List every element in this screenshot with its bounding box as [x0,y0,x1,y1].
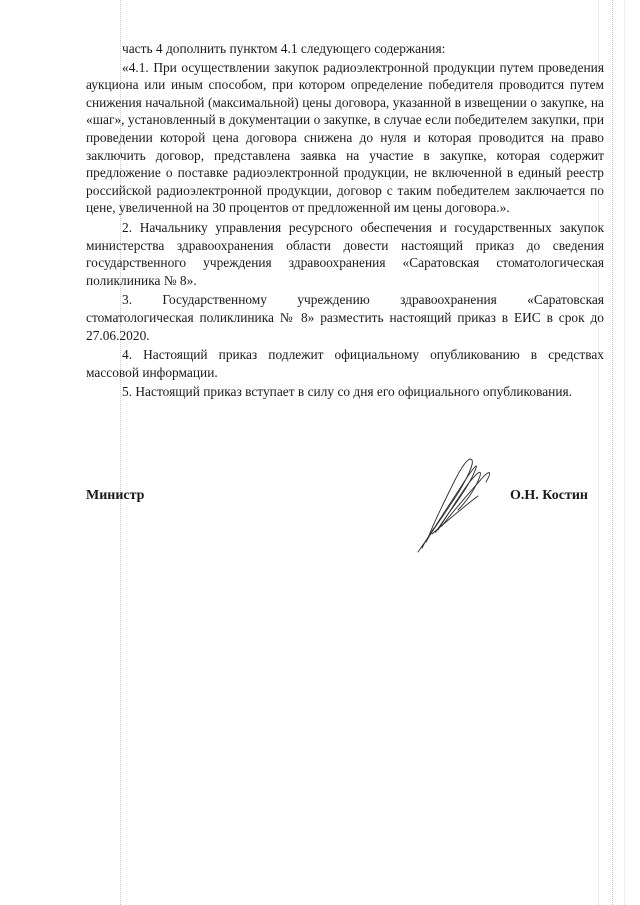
paragraph-intro: часть 4 дополнить пунктом 4.1 следующего содержания: [122,41,446,56]
paragraph-clause-4-1: «4.1. При осуществлении закупок радиоэлектронной продукции путем проведения аукциона или иным способом, при котором определение победителя проводится путем снижения начальной (максимальной) цены договора, указанной в извещении о закупке, на «шаг», установленный в документации о закупке, в случае если победителем закупки, при проведении которой цена договора снижена до нуля и которая проводится на право заключить договор, представлена заявка на участие в закупке, которая содержит предложение о поставке радиоэлектронной продукции, не включенной в единый реестр российской радиоэлектронной продукции, договор с таким победителем заключается по цене, увеличенной на 30 процентов от предложенной им цены договора.». [86,59,604,216]
handwritten-signature [412,452,502,557]
scan-artifact-line [612,0,613,905]
document-body [86,40,604,401]
scan-artifact-line [624,0,625,905]
signatory-title: Министр [86,488,145,503]
signatory-name: О.Н. Костин [510,488,588,503]
paragraph-item-3: 3. Государственному учреждению здравоохранения «Саратовская стоматологическая поликлиника № 8» разместить настоящий приказ в ЕИС в срок до 27.06.2020. [86,292,604,343]
paragraph-item-5: 5. Настоящий приказ вступает в силу со дня его официального опубликования. [122,384,572,400]
paragraph-item-2: 2. Начальнику управления ресурсного обеспечения и государственных закупок министерства здравоохранения области довести настоящий приказ до сведения государственного учреждения здравоохранения «Саратовская стоматологическая поликлиника № 8». [86,219,604,288]
paragraph-item-4: 4. Настоящий приказ подлежит официальному опубликованию в средствах массовой информации. [86,347,604,380]
